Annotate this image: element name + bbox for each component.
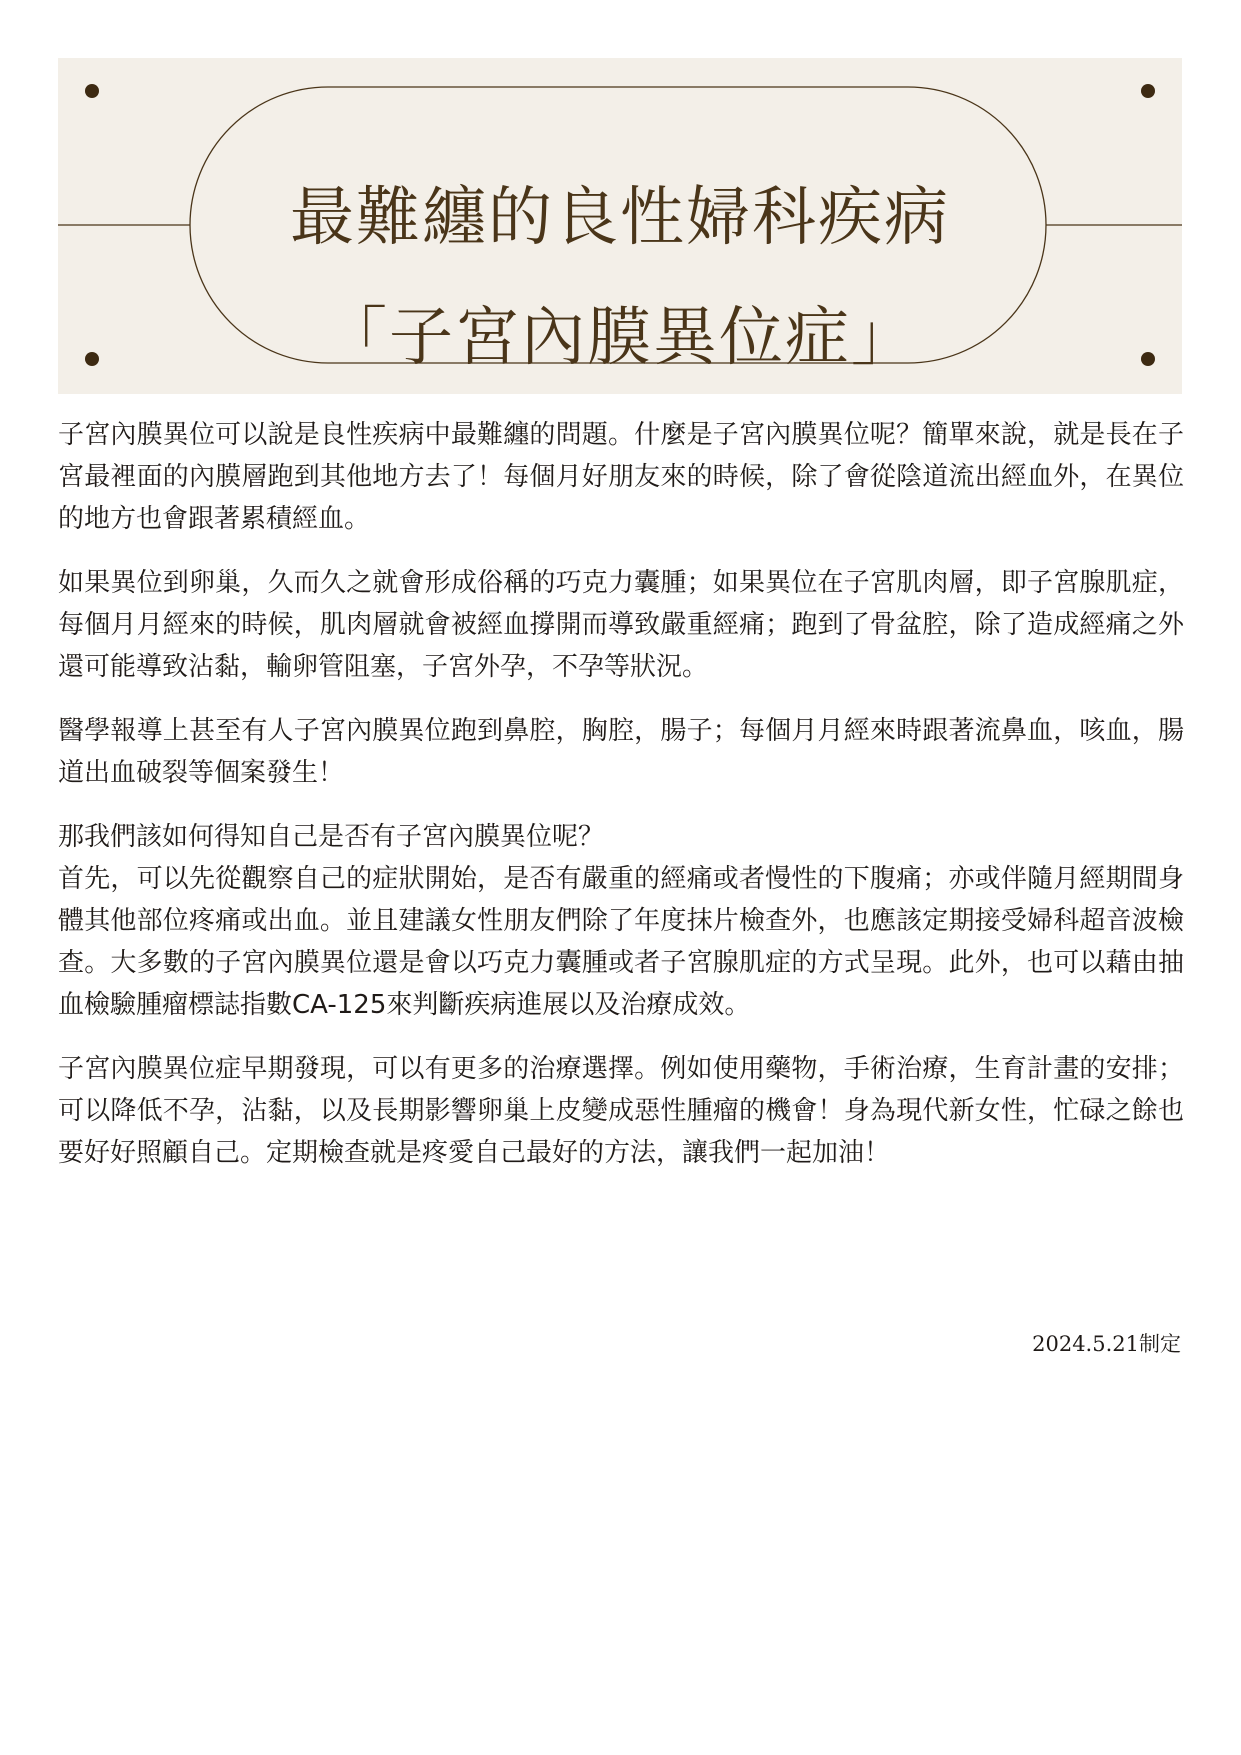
paragraph-case-reports: 醫學報導上甚至有人子宮內膜異位跑到鼻腔，胸腔，腸子；每個月月經來時跟著流鼻血，咳血，腸道出血破裂等個案發生！	[58, 716, 1184, 788]
issue-date: 2024.5.21制定	[1032, 1332, 1181, 1356]
corner-dot-top-left	[85, 84, 99, 98]
page-title-line2: 「子宮內膜異位症」	[323, 301, 917, 375]
paragraph-intro: 子宮內膜異位可以說是良性疾病中最難纏的問題。什麼是子宮內膜異位呢？簡單來說，就是長在子宮最裡面的內膜層跑到其他地方去了！每個月好朋友來的時候，除了會從陰道流出經血外，在異位的地方也會跟著累積經血。	[58, 420, 1184, 534]
page-title-line1: 最難纏的良性婦科疾病	[290, 181, 950, 255]
article-body	[58, 414, 1184, 1196]
title-banner	[58, 58, 1182, 394]
paragraph-question: 那我們該如何得知自己是否有子宮內膜異位呢？	[58, 822, 605, 852]
paragraph-ovary-uterus: 如果異位到卵巢，久而久之就會形成俗稱的巧克力囊腫；如果異位在子宮肌肉層，即子宮腺肌症，每個月月經來的時候，肌肉層就會被經血撐開而導致嚴重經痛；跑到了骨盆腔，除了造成經痛之外還可能導致沾黏，輸卵管阻塞，子宮外孕，不孕等狀況。	[58, 568, 1184, 682]
paragraph-conclusion: 子宮內膜異位症早期發現，可以有更多的治療選擇。例如使用藥物，手術治療，生育計畫的安排；可以降低不孕，沾黏，以及長期影響卵巢上皮變成惡性腫瘤的機會！身為現代新女性，忙碌之餘也要好好照顧自己。定期檢查就是疼愛自己最好的方法，讓我們一起加油！	[58, 1054, 1184, 1168]
corner-dot-top-right	[1141, 84, 1155, 98]
paragraph-diagnosis: 首先，可以先從觀察自己的症狀開始，是否有嚴重的經痛或者慢性的下腹痛；亦或伴隨月經期間身體其他部位疼痛或出血。並且建議女性朋友們除了年度抹片檢查外，也應該定期接受婦科超音波檢查。大多數的子宮內膜異位還是會以巧克力囊腫或者子宮腺肌症的方式呈現。此外，也可以藉由抽血檢驗腫瘤標誌指數CA-125來判斷疾病進展以及治療成效。	[58, 864, 1184, 1020]
